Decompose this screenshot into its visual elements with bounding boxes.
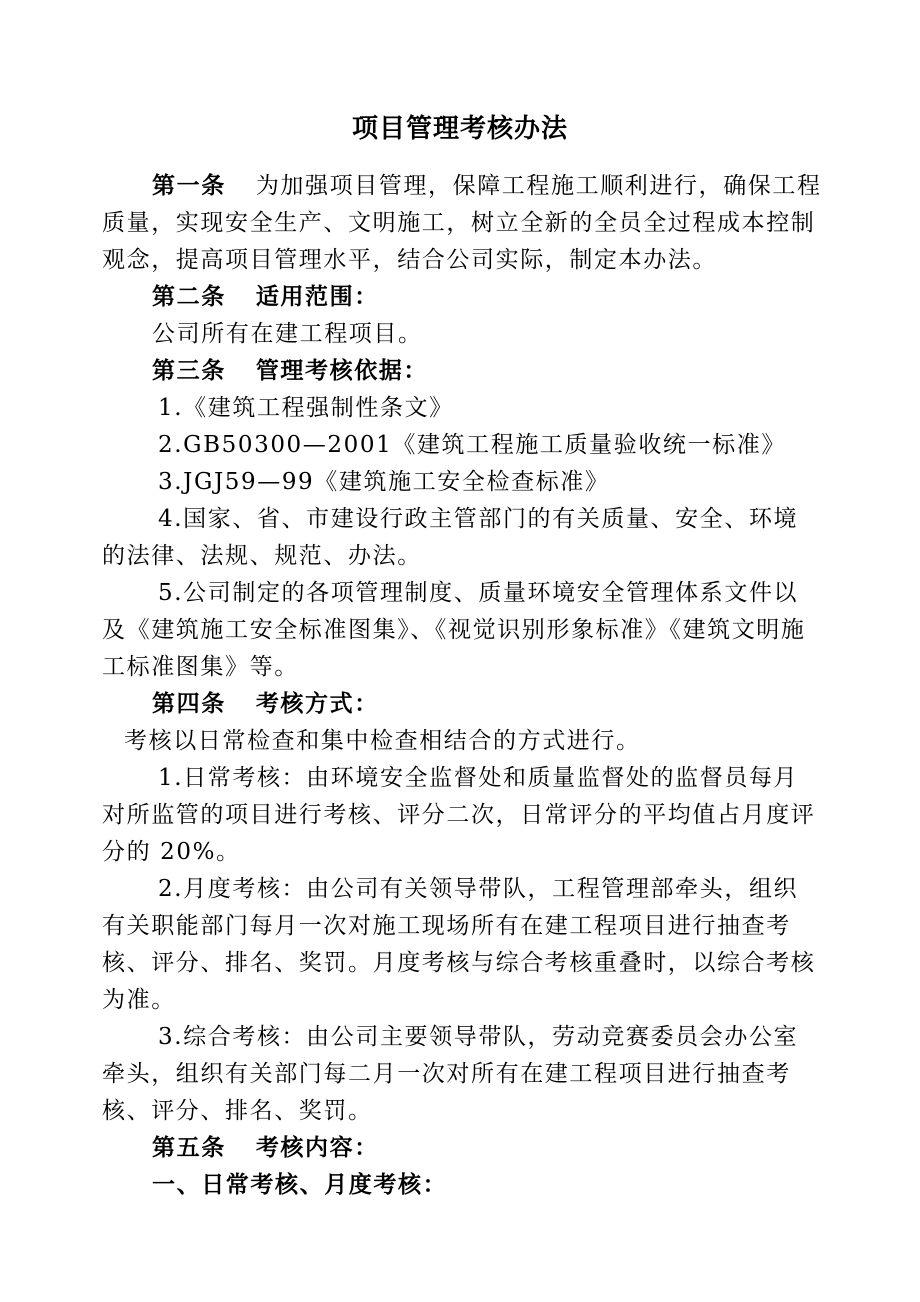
article-4-item-1: 1.日常考核：由环境安全监督处和质量监督处的监督员每月对所监管的项目进行考核、评分二次，日常评分的平均值占月度评分的 20%。 xyxy=(102,765,816,865)
article-3-item-3: 3.JGJ59—99《建筑施工安全检查标准》 xyxy=(158,469,610,495)
article-5-label: 第五条 xyxy=(152,1135,226,1161)
article-3-heading xyxy=(102,353,822,390)
document-title: 项目管理考核办法 xyxy=(351,114,568,144)
article-4-intro: 考核以日常检查和集中检查相结合的方式进行。 xyxy=(124,728,641,754)
article-3-label: 第三条 xyxy=(152,358,226,384)
article-2-text: 公司所有在建工程项目。 xyxy=(152,321,423,347)
article-2-title: 适用范围： xyxy=(255,284,379,310)
article-2-heading xyxy=(102,279,822,316)
article-3-item-5: 5.公司制定的各项管理制度、质量环境安全管理体系文件以及《建筑施工安全标准图集》、《视觉识别形象标准》《建筑文明施工标准图集》等。 xyxy=(102,580,806,680)
article-4-label: 第四条 xyxy=(152,691,226,717)
article-2-label: 第二条 xyxy=(152,284,226,310)
article-1-text: 为加强项目管理，保障工程施工顺利进行，确保工程质量，实现安全生产、文明施工，树立全新的全员全过程成本控制观念，提高项目管理水平，结合公司实际，制定本办法。 xyxy=(102,173,822,273)
article-1-label: 第一条 xyxy=(152,173,226,199)
article-5-subheading: 一、日常考核、月度考核： xyxy=(152,1172,448,1198)
article-3-item-1: 1.《建筑工程强制性条文》 xyxy=(158,395,454,421)
article-3-item-4: 4.国家、省、市建设行政主管部门的有关质量、安全、环境的法律、法规、规范、办法。 xyxy=(102,506,799,569)
article-4-title: 考核方式： xyxy=(255,691,379,717)
article-1 xyxy=(102,168,822,279)
article-3-title: 管理考核依据： xyxy=(255,358,429,384)
article-3-item-2: 2.GB50300—2001《建筑工程施工质量验收统一标准》 xyxy=(158,432,786,458)
article-5-title: 考核内容： xyxy=(255,1135,379,1161)
article-4-item-3: 3.综合考核：由公司主要领导带队，劳动竞赛委员会办公室牵头，组织有关部门每二月一次对所有在建工程项目进行抽查考核、评分、排名、奖罚。 xyxy=(102,1024,799,1124)
document-body xyxy=(102,168,822,1204)
article-4-item-2: 2.月度考核：由公司有关领导带队，工程管理部牵头，组织有关职能部门每月一次对施工现场所有在建工程项目进行抽查考核、评分、排名、奖罚。月度考核与综合考核重叠时，以综合考核为准。 xyxy=(102,876,816,1013)
article-5-heading xyxy=(102,1130,822,1167)
article-4-heading xyxy=(102,686,822,723)
